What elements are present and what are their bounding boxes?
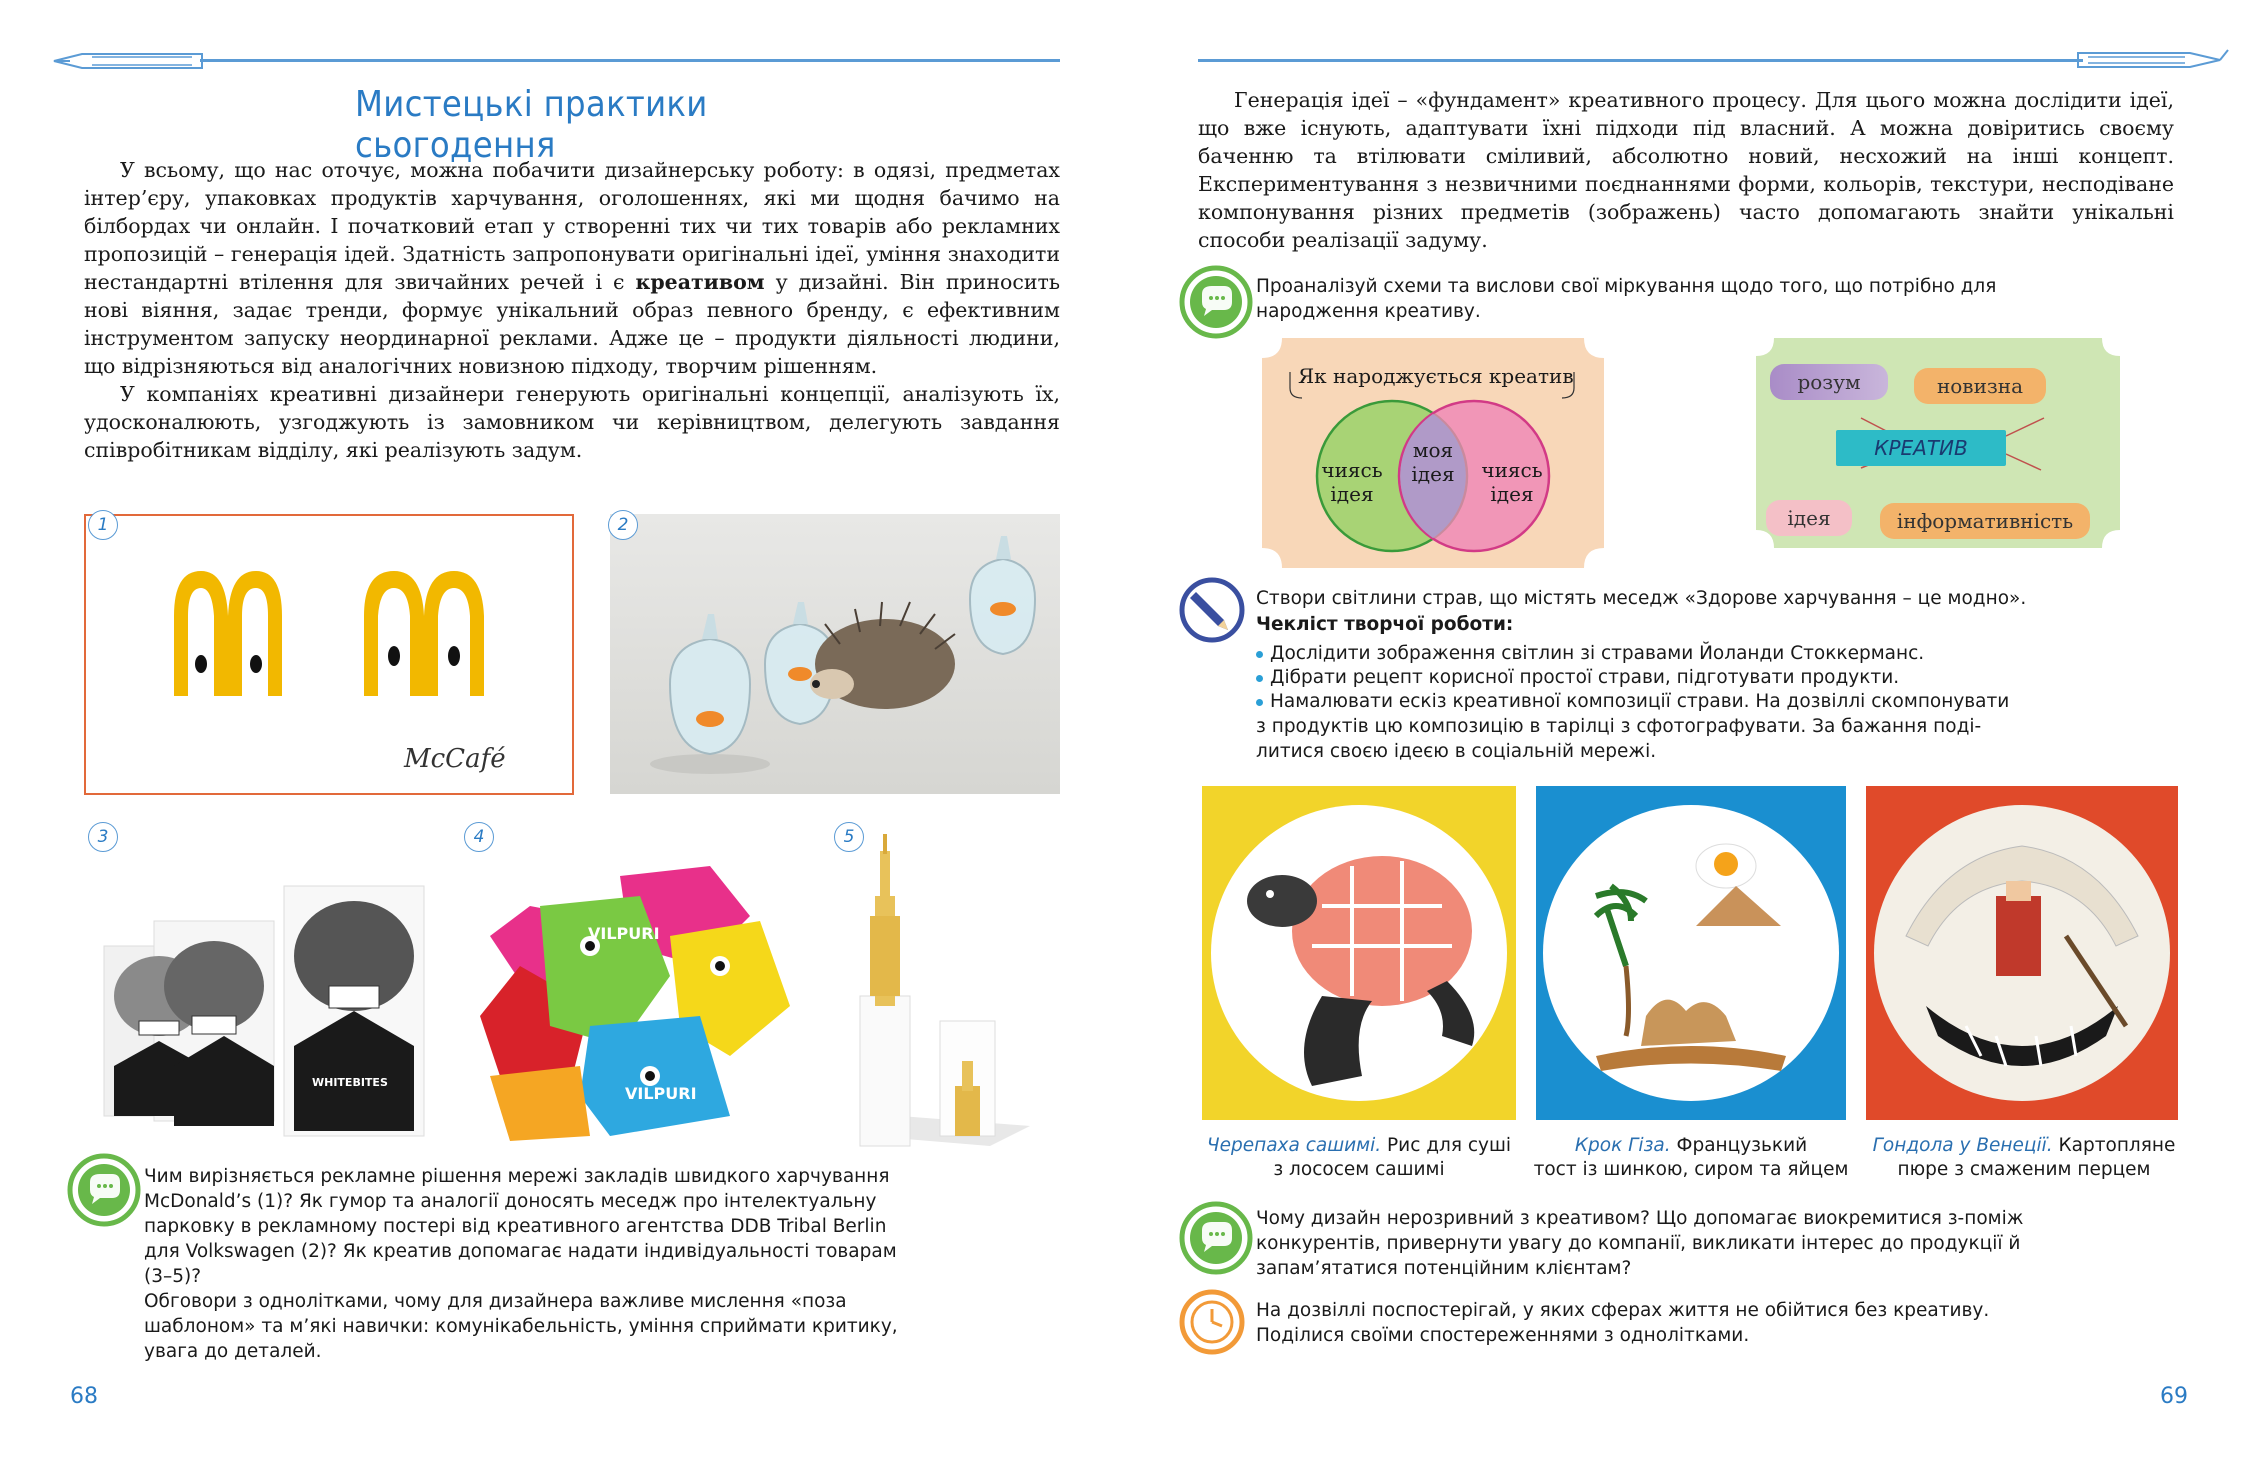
fountain-pen-icon xyxy=(52,50,212,72)
task-3-line-1: На дозвіллі поспостерігай, у яких сферах життя не обійтися без креативу. xyxy=(1256,1300,1990,1321)
caption-turtle xyxy=(1196,1134,1522,1182)
mindmap-center: КРЕАТИВ xyxy=(1836,430,2006,466)
badge-3: 3 xyxy=(88,822,118,852)
caption-gondola xyxy=(1856,1134,2192,1182)
caption-turtle-title: Черепаха сашимі. xyxy=(1206,1135,1382,1156)
task-1-line-1: Проаналізуй схеми та вислови свої міркування щодо того, що потрібно для xyxy=(1256,276,1997,297)
right-question-line-2: конкурентів, привернути увагу до компанії, викликати інтерес до продукції й xyxy=(1256,1233,2021,1254)
mcdonalds-ad-image xyxy=(84,514,574,795)
mindmap-top-right: новизна xyxy=(1914,368,2046,404)
badge-5: 5 xyxy=(834,822,864,852)
right-paragraph: Генерація ідеї – «фундамент» креативного процесу. Для цього можна дослідити ідеї, що вже існують, адаптувати їхні підходи під власний. А можна довіритись своєму баченню та втілювати сміливий, абсолютно новий, несхожий на інші концепт. Експериментування з незвичними поєднаннями форми, кольорів, текстури, несподіване компонування різних предметів (зображень) часто допомагають знайти унікальні способи реалізації задуму. xyxy=(1198,88,2174,252)
venn-right-line-1: чиясь xyxy=(1481,458,1543,482)
mindmap-top-left: розум xyxy=(1770,364,1888,400)
left-question-line-4: для Volkswagen (2)? Як креатив допомагає надати індивідуальності товарам xyxy=(144,1241,897,1262)
chat-bubble-icon xyxy=(1178,1200,1254,1276)
checklist-title: Чекліст творчої роботи: xyxy=(1256,614,1514,635)
header-rule-left xyxy=(200,59,1060,62)
caption-giza-desc-1: Французький xyxy=(1670,1135,1808,1156)
task-3-line-2: Поділися своїми спостереженнями з однолітками. xyxy=(1256,1325,1750,1346)
page-number-right: 69 xyxy=(2160,1384,2188,1409)
left-question-line-5: (3–5)? xyxy=(144,1266,202,1287)
venn-left-line-1: чиясь xyxy=(1321,458,1383,482)
caption-gondola-desc-2: пюре з смаженим перцем xyxy=(1897,1159,2151,1180)
checklist xyxy=(1256,642,2116,714)
whitebites-packaging-image xyxy=(84,826,448,1148)
chat-bubble-icon xyxy=(1178,264,1254,340)
caption-giza-line-1 xyxy=(1528,1134,1854,1158)
left-question-line-1: Чим вирізняється рекламне рішення мережі закладів швидкого харчування xyxy=(144,1166,890,1187)
checklist-item-3: Намалювати ескіз креативної композиції страви. На дозвіллі скомпонувати xyxy=(1256,690,2116,714)
left-question-line-7: шаблоном» та м’які навички: комунікабельність, уміння сприймати критику, xyxy=(144,1316,898,1337)
task-1 xyxy=(1256,274,2036,324)
right-question-line-3: запам’ятатися потенційним клієнтам? xyxy=(1256,1258,1632,1279)
page-title: Мистецькі практики сьогодення xyxy=(355,84,708,166)
mindmap-bottom-right: інформативність xyxy=(1880,503,2090,539)
caption-turtle-desc-2: з лососем сашимі xyxy=(1273,1159,1445,1180)
whitebites-label: WHITEBITES xyxy=(312,1076,388,1089)
left-question-line-6: Обговори з однолітками, чому для дизайнера важливе мислення «поза xyxy=(144,1291,847,1312)
page-number-left: 68 xyxy=(70,1384,98,1409)
checklist-item-2: Дібрати рецепт корисної простої страви, підготувати продукти. xyxy=(1256,666,2116,690)
badge-2: 2 xyxy=(608,510,638,540)
task-2: Створи світлини страв, що містять меседж «Здорове харчування – це модно». xyxy=(1256,588,2027,609)
turtle-sashimi-photo xyxy=(1202,786,1516,1120)
checklist-continuation xyxy=(1256,714,2116,764)
fountain-pen-icon xyxy=(2070,46,2230,74)
right-question-line-1: Чому дизайн нерозривний з креативом? Що допомагає виокремитися з-поміж xyxy=(1256,1208,2024,1229)
caption-giza xyxy=(1528,1134,1854,1182)
venn-right-label xyxy=(1472,458,1552,506)
venn-center-line-1: моя xyxy=(1412,438,1454,462)
gondola-venice-photo xyxy=(1866,786,2178,1120)
caption-gondola-title: Гондола у Венеції. xyxy=(1872,1135,2053,1156)
keyword-creative: креативом xyxy=(635,270,765,294)
venn-left-label xyxy=(1312,458,1392,506)
caption-giza-title: Крок Гіза. xyxy=(1574,1135,1671,1156)
mindmap-bottom-left: ідея xyxy=(1766,500,1852,536)
header-rule-right xyxy=(1198,59,2083,62)
venn-right-line-2: ідея xyxy=(1490,482,1534,506)
volkswagen-ad-image xyxy=(610,514,1060,794)
checklist-cont-line-1: з продуктів цю композицію в тарілці з сфотографувати. За бажання поді- xyxy=(1256,716,1982,737)
right-question xyxy=(1256,1206,2056,1281)
venn-left-line-2: ідея xyxy=(1330,482,1374,506)
checklist-item-1: Дослідити зображення світлин зі стравами Йоланди Стоккерманс. xyxy=(1256,642,2116,666)
checklist-cont-line-2: литися своєю ідеєю в соціальній мережі. xyxy=(1256,741,1657,762)
badge-4: 4 xyxy=(464,822,494,852)
paragraph-1 xyxy=(84,156,1060,380)
giza-toast-photo xyxy=(1536,786,1846,1120)
venn-diagram xyxy=(1262,338,1604,568)
vilpuri-label-1: VILPURI xyxy=(588,924,660,943)
left-question xyxy=(144,1164,904,1364)
intro-text xyxy=(84,156,1060,464)
pencil-icon xyxy=(1178,576,1246,644)
caption-giza-desc-2: тост із шинкою, сиром та яйцем xyxy=(1533,1159,1849,1180)
caption-turtle-line-1 xyxy=(1196,1134,1522,1158)
venn-center-label xyxy=(1400,438,1466,486)
caption-gondola-desc-1: Картопляне xyxy=(2052,1135,2176,1156)
caption-gondola-line-1 xyxy=(1856,1134,2192,1158)
venn-center-line-2: ідея xyxy=(1411,462,1455,486)
paragraph-1-part-b: у дизайні. Він приносить нові віяння, задає тренди, формує унікальний образ певного бренду, є ефективним інструментом запуску неординарної реклами. Адже це – продукти діяльності людини, що відрізняються від аналогічних новизною підходу, творчим рішенням. xyxy=(84,270,1060,378)
caption-turtle-desc-1: Рис для суші xyxy=(1381,1135,1512,1156)
right-intro-text xyxy=(1198,86,2174,254)
mindmap-diagram xyxy=(1756,338,2120,548)
paragraph-2: У компаніях креативні дизайнери генерують оригінальні концепції, аналізують їх, удосконалюють, узгоджують із замовником чи керівництвом, делегують завдання співробітникам відділу, які реалізують задум. xyxy=(84,382,1060,462)
left-question-line-8: увага до деталей. xyxy=(144,1341,322,1362)
left-question-line-2: McDonald’s (1)? Як гумор та аналогії доносять меседж про інтелектуальну xyxy=(144,1191,877,1212)
mccafe-logo: McCafé xyxy=(404,744,506,774)
clock-icon xyxy=(1178,1288,1246,1356)
badge-1: 1 xyxy=(88,510,118,540)
task-1-line-2: народження креативу. xyxy=(1256,301,1481,322)
paragraph-1-part-a: У всьому, що нас оточує, можна побачити дизайнерську роботу: в одязі, предметах інтер’єру, упаковках продуктів харчування, оголошеннях, які ми щодня бачимо на білбордах чи онлайн. І початковий етап у створенні тих чи тих товарів або рекламних пропозицій – генерація ідей. Здатність запропонувати оригінальні ідеї, уміння знаходити нестандартні втілення для звичайних речей і є xyxy=(84,158,1060,294)
chat-bubble-icon xyxy=(66,1152,142,1228)
vilpuri-candy-image xyxy=(470,826,800,1148)
pasta-packaging-image xyxy=(830,826,1060,1148)
venn-title: Як народжується креатив xyxy=(1298,364,1574,388)
vilpuri-label-2: VILPURI xyxy=(625,1084,697,1103)
task-3 xyxy=(1256,1298,2096,1348)
left-question-line-3: парковку в рекламному постері від креативного агентства DDB Tribal Berlin xyxy=(144,1216,887,1237)
